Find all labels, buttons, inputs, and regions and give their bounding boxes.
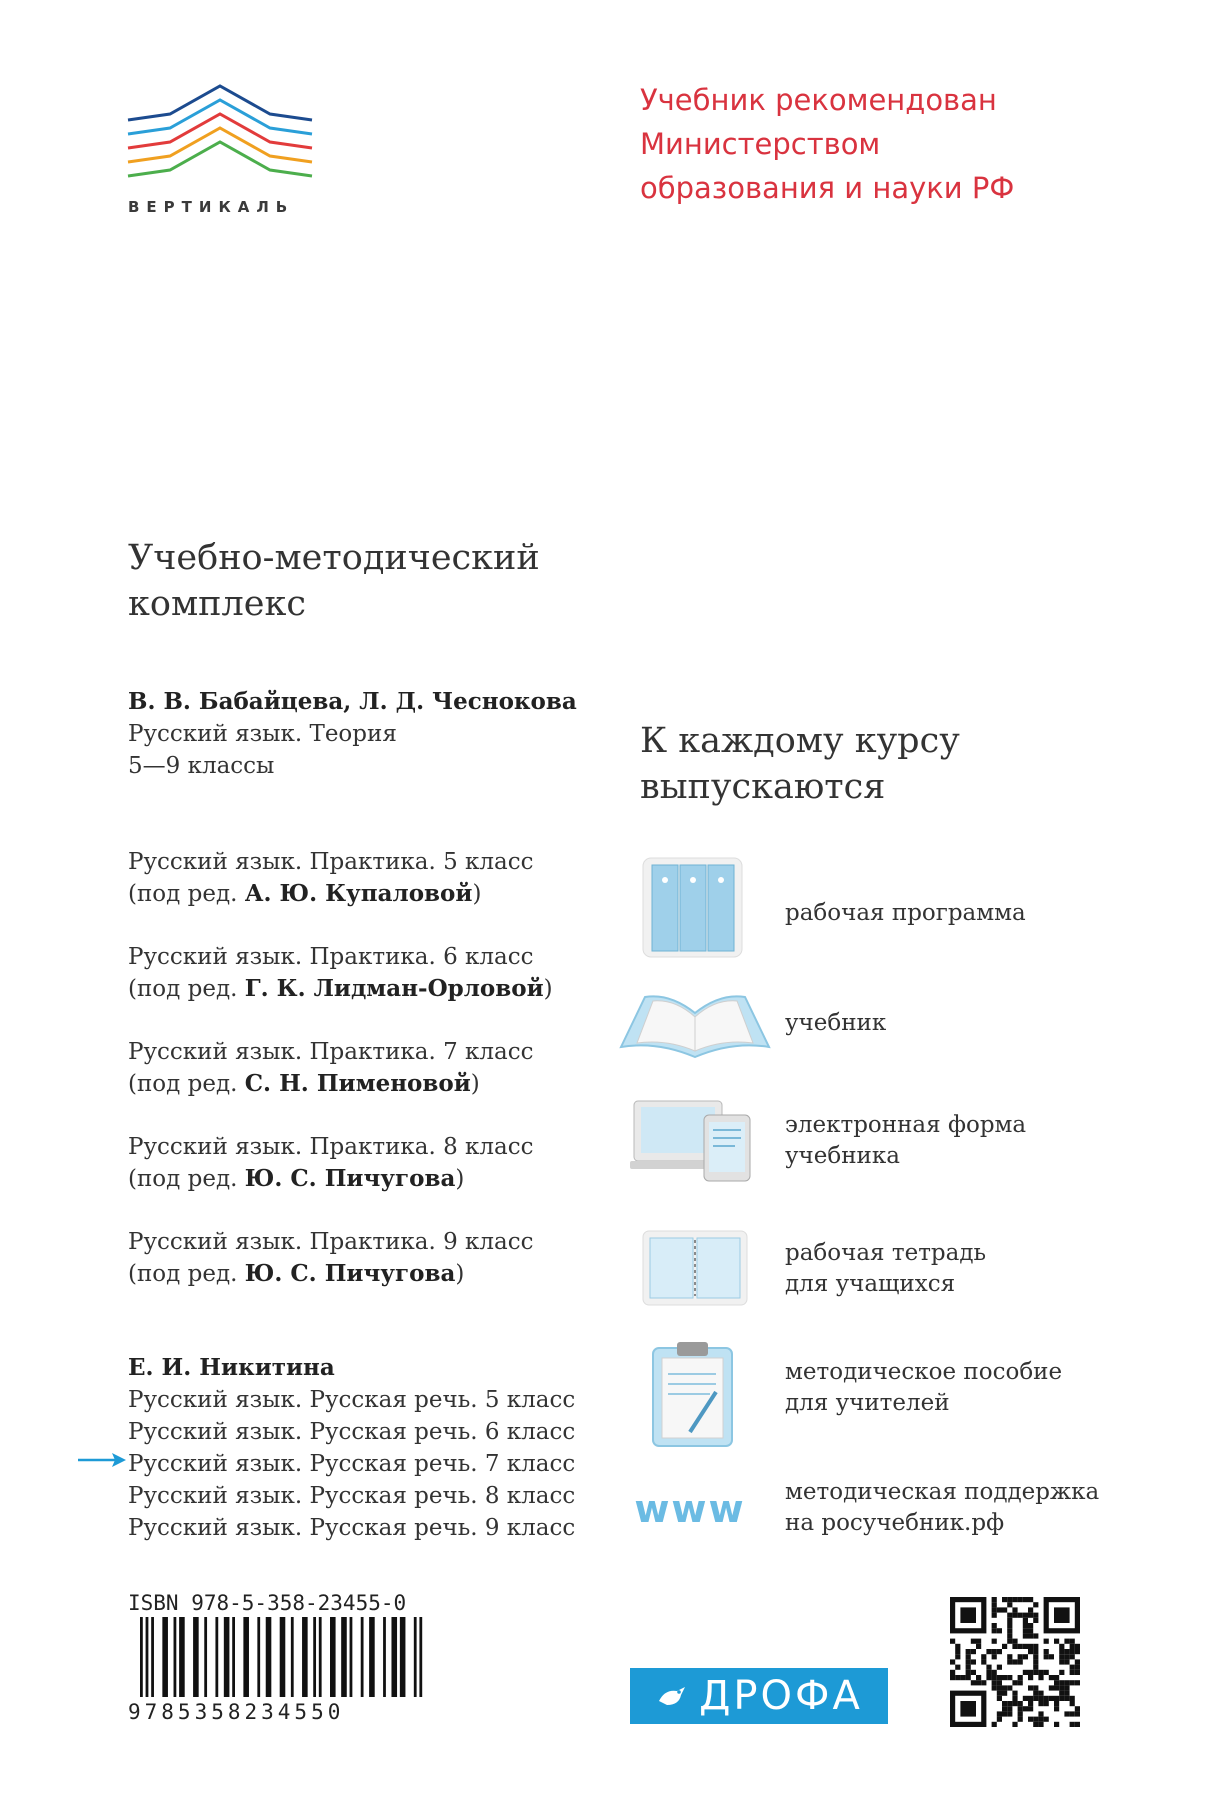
- qr-module: [997, 1711, 1002, 1716]
- qr-module: [997, 1696, 1002, 1701]
- qr-module: [1012, 1644, 1017, 1649]
- qr-module: [1075, 1659, 1080, 1664]
- qr-module: [1028, 1623, 1033, 1628]
- barcode: [140, 1617, 425, 1697]
- qr-module: [997, 1680, 1002, 1685]
- theory-grades: 5—9 классы: [128, 753, 275, 779]
- barcode-bar: [215, 1617, 218, 1697]
- qr-module: [955, 1654, 960, 1659]
- barcode-bar: [140, 1617, 143, 1697]
- qr-module: [1070, 1701, 1075, 1706]
- qr-module: [981, 1654, 986, 1659]
- qr-module: [1007, 1675, 1012, 1680]
- qr-module: [1002, 1711, 1007, 1716]
- barcode-bar: [391, 1617, 397, 1697]
- qr-module: [966, 1665, 971, 1670]
- recommendation-line: образования и науки РФ: [640, 171, 1015, 205]
- speech-book: Русский язык. Русская речь. 8 класс: [128, 1483, 576, 1509]
- qr-module: [992, 1654, 997, 1659]
- qr-module: [1028, 1696, 1033, 1701]
- qr-module: [1028, 1633, 1033, 1638]
- qr-module: [1007, 1685, 1012, 1690]
- qr-module: [1023, 1670, 1028, 1675]
- qr-module: [971, 1680, 976, 1685]
- qr-module: [1064, 1680, 1069, 1685]
- open-book-icon: [615, 985, 775, 1065]
- www-icon: www: [634, 1487, 746, 1531]
- qr-module: [1044, 1701, 1049, 1706]
- qr-module: [1070, 1680, 1075, 1685]
- speech-book: Русский язык. Русская речь. 5 класс: [128, 1387, 576, 1413]
- qr-module: [1054, 1675, 1059, 1680]
- barcode-bar: [419, 1617, 422, 1697]
- qr-module: [1033, 1633, 1038, 1638]
- barcode-bar: [313, 1617, 316, 1697]
- barcode-bar: [266, 1617, 272, 1697]
- qr-module: [992, 1597, 997, 1602]
- qr-module: [1018, 1613, 1023, 1618]
- qr-module: [1038, 1701, 1043, 1706]
- qr-module: [1044, 1639, 1049, 1644]
- qr-module: [1054, 1706, 1059, 1711]
- qr-module: [1038, 1711, 1043, 1716]
- qr-module: [955, 1675, 960, 1680]
- qr-module: [1033, 1670, 1038, 1675]
- qr-module: [1059, 1696, 1064, 1701]
- qr-module: [1075, 1649, 1080, 1654]
- qr-module: [960, 1607, 976, 1623]
- qr-module: [1044, 1717, 1049, 1722]
- barcode-bar: [204, 1617, 207, 1697]
- qr-module: [1038, 1670, 1043, 1675]
- qr-module: [960, 1675, 965, 1680]
- qr-module: [992, 1607, 997, 1612]
- qr-module: [1023, 1597, 1028, 1602]
- qr-module: [1007, 1602, 1012, 1607]
- qr-module: [1059, 1649, 1064, 1654]
- qr-module: [950, 1675, 955, 1680]
- qr-module: [1012, 1701, 1017, 1706]
- practice-item: Русский язык. Практика. 8 класс (под ред. Ю. С. Пичугова): [128, 1134, 534, 1192]
- qr-module: [1054, 1685, 1059, 1690]
- vertikal-logo: [120, 80, 320, 230]
- qr-module: [992, 1623, 997, 1628]
- qr-module: [1028, 1649, 1033, 1654]
- qr-module: [1075, 1665, 1080, 1670]
- qr-module: [1064, 1691, 1069, 1696]
- qr-module: [997, 1717, 1002, 1722]
- qr-module: [1064, 1696, 1069, 1701]
- qr-module: [1064, 1685, 1069, 1690]
- qr-module: [1023, 1706, 1028, 1711]
- qr-module: [1007, 1701, 1012, 1706]
- theory-title: Русский язык. Теория: [128, 721, 397, 747]
- qr-module: [1007, 1628, 1012, 1633]
- barcode-bar: [383, 1617, 386, 1697]
- qr-module: [971, 1659, 976, 1664]
- qr-module: [1028, 1644, 1033, 1649]
- barcode-bar: [280, 1617, 286, 1697]
- qr-module: [1044, 1696, 1049, 1701]
- speech-block: [128, 1352, 575, 1544]
- barcode-bar: [146, 1617, 149, 1697]
- qr-module: [992, 1685, 997, 1690]
- qr-module: [1075, 1670, 1080, 1675]
- qr-module: [1049, 1654, 1054, 1659]
- barcode-bar: [291, 1617, 294, 1697]
- qr-module: [1033, 1654, 1038, 1659]
- qr-module: [1070, 1644, 1075, 1649]
- qr-module: [992, 1670, 997, 1675]
- qr-module: [997, 1607, 1002, 1612]
- qr-module: [1033, 1659, 1038, 1664]
- qr-module: [1023, 1696, 1028, 1701]
- barcode-bar: [414, 1617, 417, 1697]
- feature-label: рабочая тетрадь для учащихся: [785, 1240, 987, 1297]
- qr-module: [1002, 1685, 1007, 1690]
- qr-module: [1033, 1685, 1038, 1690]
- qr-module: [1018, 1644, 1023, 1649]
- qr-module: [1054, 1680, 1059, 1685]
- qr-module: [1018, 1711, 1023, 1716]
- qr-code: [950, 1597, 1080, 1727]
- qr-module: [1070, 1654, 1075, 1659]
- qr-module: [950, 1659, 955, 1664]
- qr-module: [986, 1675, 991, 1680]
- qr-module: [1064, 1659, 1069, 1664]
- qr-module: [1049, 1685, 1054, 1690]
- barcode-bar: [174, 1617, 177, 1697]
- qr-module: [1059, 1691, 1064, 1696]
- qr-module: [986, 1665, 991, 1670]
- qr-module: [1054, 1696, 1059, 1701]
- qr-module: [981, 1659, 986, 1664]
- qr-module: [1012, 1680, 1017, 1685]
- qr-module: [1054, 1701, 1059, 1706]
- barcode-bar: [302, 1617, 308, 1697]
- qr-module: [1018, 1701, 1023, 1706]
- qr-module: [1028, 1717, 1033, 1722]
- qr-module: [1064, 1639, 1069, 1644]
- barcode-bar: [361, 1617, 364, 1697]
- qr-module: [966, 1649, 971, 1654]
- barcode-bar: [330, 1617, 336, 1697]
- qr-module: [1007, 1618, 1012, 1623]
- qr-module: [1059, 1644, 1064, 1649]
- qr-module: [1070, 1665, 1075, 1670]
- qr-module: [1028, 1628, 1033, 1633]
- qr-module: [1033, 1665, 1038, 1670]
- qr-module: [976, 1675, 981, 1680]
- qr-module: [966, 1659, 971, 1664]
- qr-module: [1012, 1691, 1017, 1696]
- qr-module: [1059, 1654, 1064, 1659]
- qr-module: [1018, 1675, 1023, 1680]
- qr-module: [1059, 1680, 1064, 1685]
- qr-module: [1075, 1644, 1080, 1649]
- binders-icon: [640, 855, 745, 960]
- qr-module: [1038, 1691, 1043, 1696]
- qr-module: [997, 1628, 1002, 1633]
- qr-module: [992, 1613, 997, 1618]
- qr-module: [992, 1639, 997, 1644]
- qr-module: [1028, 1706, 1033, 1711]
- qr-module: [1064, 1649, 1069, 1654]
- qr-module: [1028, 1607, 1033, 1612]
- devices-icon: [630, 1095, 755, 1185]
- qr-module: [955, 1665, 960, 1670]
- isbn: ISBN 978-5-358-23455-0: [128, 1591, 407, 1615]
- qr-module: [1007, 1659, 1012, 1664]
- qr-module: [1018, 1717, 1023, 1722]
- qr-module: [976, 1680, 981, 1685]
- qr-module: [1007, 1706, 1012, 1711]
- notebook-icon: [640, 1228, 750, 1308]
- qr-module: [1028, 1670, 1033, 1675]
- qr-module: [997, 1675, 1002, 1680]
- barcode-bar: [193, 1617, 199, 1697]
- feature-label: рабочая программа: [785, 900, 1026, 926]
- qr-module: [1002, 1607, 1007, 1612]
- qr-module: [1018, 1654, 1023, 1659]
- qr-module: [1033, 1649, 1038, 1654]
- qr-module: [971, 1639, 976, 1644]
- qr-module: [971, 1649, 976, 1654]
- qr-module: [955, 1649, 960, 1654]
- qr-module: [1070, 1670, 1075, 1675]
- features-title: К каждому курсу выпускаются: [640, 721, 960, 807]
- logo-wordmark: ВЕРТИКАЛЬ: [128, 198, 295, 216]
- qr-module: [992, 1649, 997, 1654]
- qr-module: [1070, 1649, 1075, 1654]
- feature-label: методическое пособие для учителей: [785, 1359, 1063, 1416]
- qr-module: [1007, 1623, 1012, 1628]
- qr-module: [1012, 1722, 1017, 1727]
- qr-module: [1002, 1597, 1007, 1602]
- feature-label: учебник: [785, 1010, 887, 1036]
- qr-module: [1007, 1654, 1012, 1659]
- qr-module: [1012, 1607, 1017, 1612]
- barcode-number: 9785358234550: [128, 1700, 345, 1724]
- barcode-bar: [257, 1617, 260, 1697]
- qr-module: [1054, 1639, 1059, 1644]
- barcode-bar: [319, 1617, 322, 1697]
- vertikal-logo-icon: [120, 80, 320, 190]
- qr-module: [986, 1649, 991, 1654]
- qr-module: [992, 1722, 997, 1727]
- qr-module: [997, 1691, 1002, 1696]
- qr-module: [1044, 1649, 1049, 1654]
- qr-module: [1023, 1654, 1028, 1659]
- theory-authors: В. В. Бабайцева, Л. Д. Чеснокова: [128, 688, 577, 715]
- qr-module: [1028, 1675, 1033, 1680]
- qr-module: [1064, 1711, 1069, 1716]
- qr-module: [1070, 1711, 1075, 1716]
- practice-item: Русский язык. Практика. 7 класс (под ред. С. Н. Пименовой): [128, 1039, 534, 1097]
- qr-module: [966, 1654, 971, 1659]
- qr-module: [1002, 1706, 1007, 1711]
- speech-book: Русский язык. Русская речь. 6 класс: [128, 1419, 576, 1445]
- recommendation-line: Учебник рекомендован: [640, 83, 997, 117]
- qr-module: [1023, 1623, 1028, 1628]
- qr-module: [1033, 1602, 1038, 1607]
- qr-module: [1033, 1717, 1038, 1722]
- barcode-bar: [400, 1617, 406, 1697]
- feature-label: электронная форма учебника: [785, 1112, 1027, 1169]
- bird-icon: [655, 1679, 689, 1713]
- qr-module: [1038, 1717, 1043, 1722]
- qr-module: [1002, 1701, 1007, 1706]
- barcode-bar: [162, 1617, 168, 1697]
- qr-module: [1054, 1607, 1070, 1623]
- qr-module: [1012, 1597, 1017, 1602]
- qr-module: [955, 1644, 960, 1649]
- barcode-bar: [369, 1617, 375, 1697]
- qr-module: [981, 1680, 986, 1685]
- qr-module: [1075, 1680, 1080, 1685]
- barcode-bar: [151, 1617, 154, 1697]
- barcode-bar: [224, 1617, 230, 1697]
- qr-module: [1018, 1659, 1023, 1664]
- qr-module: [1049, 1675, 1054, 1680]
- qr-module: [950, 1670, 955, 1675]
- qr-module: [1012, 1659, 1017, 1664]
- practice-item: Русский язык. Практика. 5 класс (под ред. А. Ю. Купаловой): [128, 849, 534, 907]
- qr-module: [1059, 1659, 1064, 1664]
- speech-book: Русский язык. Русская речь. 7 класс: [128, 1451, 576, 1477]
- qr-module: [1075, 1722, 1080, 1727]
- qr-module: [1018, 1706, 1023, 1711]
- qr-module: [1012, 1696, 1017, 1701]
- qr-module: [1018, 1597, 1023, 1602]
- qr-module: [1007, 1597, 1012, 1602]
- clipboard-icon: [650, 1340, 735, 1450]
- qr-module: [1075, 1706, 1080, 1711]
- current-book-arrow-icon: [78, 1452, 126, 1468]
- complex-title: Учебно-методический комплекс: [128, 538, 540, 624]
- barcode-bar: [350, 1617, 353, 1697]
- qr-module: [1023, 1628, 1028, 1633]
- qr-module: [1044, 1670, 1049, 1675]
- qr-module: [1007, 1633, 1012, 1638]
- qr-module: [1028, 1685, 1033, 1690]
- publisher-logo: ДРОФА: [630, 1668, 888, 1724]
- barcode-bar: [232, 1617, 235, 1697]
- recommendation-note: [640, 78, 1014, 210]
- practice-item: Русский язык. Практика. 9 класс (под ред. Ю. С. Пичугова): [128, 1229, 534, 1287]
- qr-module: [960, 1701, 976, 1717]
- qr-module: [997, 1665, 1002, 1670]
- qr-module: [966, 1675, 971, 1680]
- recommendation-line: Министерством: [640, 127, 881, 161]
- qr-module: [1059, 1670, 1064, 1675]
- barcode-bar: [243, 1617, 249, 1697]
- qr-module: [971, 1670, 976, 1675]
- qr-module: [1002, 1691, 1007, 1696]
- qr-module: [1033, 1618, 1038, 1623]
- qr-module: [1033, 1613, 1038, 1618]
- qr-module: [1033, 1722, 1038, 1727]
- qr-module: [1070, 1696, 1075, 1701]
- qr-module: [1002, 1675, 1007, 1680]
- qr-module: [1023, 1613, 1028, 1618]
- qr-module: [992, 1628, 997, 1633]
- speech-author: Е. И. Никитина: [128, 1354, 335, 1381]
- barcode-bar: [341, 1617, 347, 1697]
- qr-module: [976, 1639, 981, 1644]
- practice-item: Русский язык. Практика. 6 класс (под ред. Г. К. Лидман-Орловой): [128, 944, 553, 1002]
- qr-module: [1007, 1711, 1012, 1716]
- qr-module: [997, 1649, 1002, 1654]
- qr-module: [1038, 1696, 1043, 1701]
- qr-module: [1028, 1701, 1033, 1706]
- qr-module: [1033, 1644, 1038, 1649]
- qr-module: [992, 1675, 997, 1680]
- theory-block: [128, 686, 577, 782]
- qr-module: [950, 1639, 955, 1644]
- barcode-bar: [179, 1617, 185, 1697]
- qr-module: [1038, 1722, 1043, 1727]
- qr-module: [1070, 1722, 1075, 1727]
- qr-module: [1054, 1722, 1059, 1727]
- qr-module: [1012, 1639, 1017, 1644]
- qr-module: [1049, 1696, 1054, 1701]
- qr-module: [992, 1680, 997, 1685]
- feature-label: методическая поддержка на росучебник.рф: [785, 1479, 1100, 1536]
- qr-module: [1002, 1644, 1007, 1649]
- qr-module: [1038, 1675, 1043, 1680]
- qr-module: [1012, 1613, 1017, 1618]
- qr-module: [1023, 1618, 1028, 1623]
- speech-book: Русский язык. Русская речь. 9 класс: [128, 1515, 576, 1541]
- qr-module: [1033, 1696, 1038, 1701]
- qr-module: [1023, 1633, 1028, 1638]
- qr-module: [1028, 1597, 1033, 1602]
- qr-module: [1064, 1654, 1069, 1659]
- qr-module: [986, 1670, 991, 1675]
- qr-module: [1028, 1613, 1033, 1618]
- qr-module: [1007, 1639, 1012, 1644]
- qr-module: [1070, 1639, 1075, 1644]
- qr-module: [1018, 1680, 1023, 1685]
- qr-module: [992, 1602, 997, 1607]
- qr-module: [1023, 1644, 1028, 1649]
- qr-module: [976, 1644, 981, 1649]
- qr-module: [1059, 1685, 1064, 1690]
- qr-module: [966, 1670, 971, 1675]
- qr-module: [997, 1685, 1002, 1690]
- qr-module: [1044, 1654, 1049, 1659]
- qr-module: [1033, 1691, 1038, 1696]
- qr-module: [1007, 1613, 1012, 1618]
- qr-module: [1075, 1711, 1080, 1716]
